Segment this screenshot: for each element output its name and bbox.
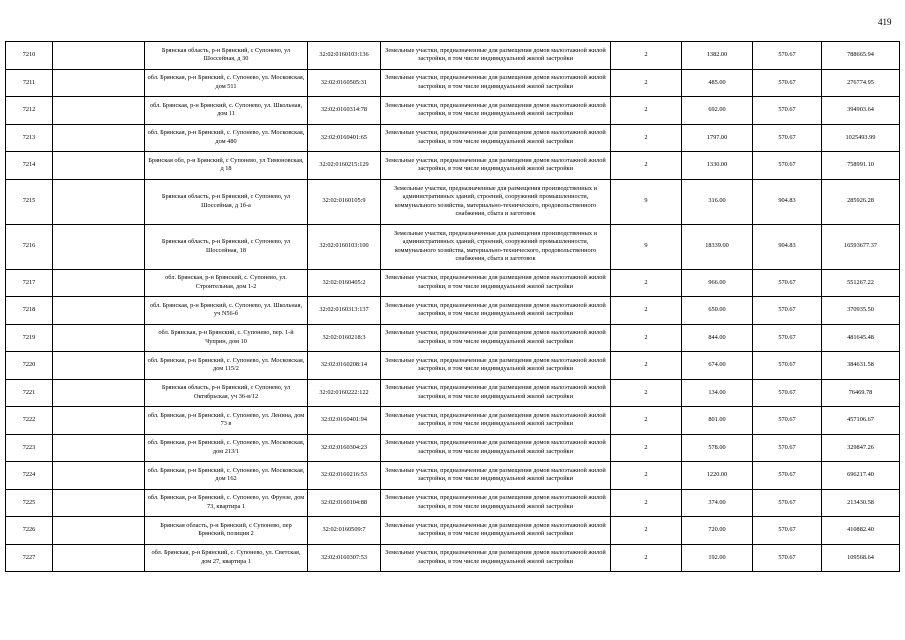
specific-value-cell: 904.83 [753, 224, 822, 269]
row-number-cell: 7227 [6, 544, 53, 572]
row-number-cell: 7223 [6, 434, 53, 462]
area-cell: 692.00 [682, 97, 753, 125]
cadastral-value-cell: 457106.67 [822, 407, 900, 435]
area-cell: 1330.00 [682, 152, 753, 180]
spacer-cell [53, 269, 145, 297]
cadastral-value-cell: 394903.64 [822, 97, 900, 125]
cadastral-number-cell: 32:02:0160208:14 [308, 352, 381, 380]
cadastral-value-cell: 329847.26 [822, 434, 900, 462]
specific-value-cell: 570.67 [753, 324, 822, 352]
table-row [6, 269, 900, 297]
table-row [6, 462, 900, 490]
land-use-cell: Земельные участки, предназначенные для размещения домов малоэтажной жилой застройки, в том числе индивидуальной жилой застройки [381, 434, 611, 462]
specific-value-cell: 570.67 [753, 124, 822, 152]
row-number-cell: 7210 [6, 42, 53, 70]
land-use-cell: Земельные участки, предназначенные для размещения домов малоэтажной жилой застройки, в том числе индивидуальной жилой застройки [381, 407, 611, 435]
cadastral-value-cell: 410882.40 [822, 517, 900, 545]
land-use-cell: Земельные участки, предназначенные для размещения домов малоэтажной жилой застройки, в том числе индивидуальной жилой застройки [381, 152, 611, 180]
group-cell: 2 [611, 379, 682, 407]
specific-value-cell: 570.67 [753, 42, 822, 70]
cadastral-value-cell: 551267.22 [822, 269, 900, 297]
group-cell: 2 [611, 352, 682, 380]
address-cell: Брянская обл, р-н Брянский, с Супонево, ул Тимоновская, д 18 [145, 152, 308, 180]
address-cell: обл. Брянская, р-н Брянский, с. Супонево, ул. Московская, дом 480 [145, 124, 308, 152]
address-cell: обл. Брянская, р-н Брянский, с. Супонево, ул. Светская, дом 27, квартира 1 [145, 544, 308, 572]
spacer-cell [53, 124, 145, 152]
cadastral-number-cell: 32:02:0160216:53 [308, 462, 381, 490]
cadastral-value-cell: 16593677.37 [822, 224, 900, 269]
cadastral-number-cell: 32:02:0160104:88 [308, 489, 381, 517]
table-row [6, 152, 900, 180]
land-use-cell: Земельные участки, предназначенные для размещения домов малоэтажной жилой застройки, в том числе индивидуальной жилой застройки [381, 269, 611, 297]
group-cell: 2 [611, 152, 682, 180]
table-row [6, 407, 900, 435]
table-row [6, 324, 900, 352]
spacer-cell [53, 489, 145, 517]
spacer-cell [53, 517, 145, 545]
area-cell: 374.00 [682, 489, 753, 517]
address-cell: обл. Брянская, р-н Брянский, с. Супонево, ул. Ленина, дом 73 в [145, 407, 308, 435]
cadastral-value-cell: 1025493.99 [822, 124, 900, 152]
group-cell: 2 [611, 269, 682, 297]
specific-value-cell: 904.83 [753, 179, 822, 224]
table-row [6, 224, 900, 269]
table-row [6, 434, 900, 462]
table-row [6, 297, 900, 325]
cadastral-number-cell: 32:02:0160505:31 [308, 69, 381, 97]
spacer-cell [53, 297, 145, 325]
spacer-cell [53, 324, 145, 352]
group-cell: 2 [611, 69, 682, 97]
cadastral-number-cell: 32:02:0160509:7 [308, 517, 381, 545]
table-row [6, 97, 900, 125]
spacer-cell [53, 224, 145, 269]
specific-value-cell: 570.67 [753, 407, 822, 435]
table-row [6, 124, 900, 152]
area-cell: 316.00 [682, 179, 753, 224]
area-cell: 134.00 [682, 379, 753, 407]
cadastral-number-cell: 32:02:0160215:129 [308, 152, 381, 180]
row-number-cell: 7215 [6, 179, 53, 224]
land-use-cell: Земельные участки, предназначенные для размещения производственных и административных зданий, строений, сооружений промышленности, коммунального хозяйства, материально-технического, продовольственного снабжения, сбыта и заготовок [381, 179, 611, 224]
specific-value-cell: 570.67 [753, 152, 822, 180]
row-number-cell: 7219 [6, 324, 53, 352]
table-row [6, 517, 900, 545]
land-use-cell: Земельные участки, предназначенные для размещения домов малоэтажной жилой застройки, в том числе индивидуальной жилой застройки [381, 124, 611, 152]
area-cell: 1382.00 [682, 42, 753, 70]
cadastral-value-cell: 213430.58 [822, 489, 900, 517]
row-number-cell: 7226 [6, 517, 53, 545]
specific-value-cell: 570.67 [753, 352, 822, 380]
cadastral-value-table [5, 41, 900, 572]
group-cell: 2 [611, 489, 682, 517]
spacer-cell [53, 152, 145, 180]
spacer-cell [53, 434, 145, 462]
cadastral-value-cell: 696217.40 [822, 462, 900, 490]
specific-value-cell: 570.67 [753, 69, 822, 97]
address-cell: Брянская область, р-н Брянский, с Супонево, ул Шоссейная, д 1б-а [145, 179, 308, 224]
group-cell: 2 [611, 407, 682, 435]
address-cell: обл. Брянская, р-н Брянский, с. Супонево, ул. Школьная, уч N56-б [145, 297, 308, 325]
spacer-cell [53, 462, 145, 490]
area-cell: 485.00 [682, 69, 753, 97]
land-use-cell: Земельные участки, предназначенные для размещения домов малоэтажной жилой застройки, в том числе индивидуальной жилой застройки [381, 297, 611, 325]
land-use-cell: Земельные участки, предназначенные для размещения домов малоэтажной жилой застройки, в том числе индивидуальной жилой застройки [381, 489, 611, 517]
group-cell: 2 [611, 124, 682, 152]
spacer-cell [53, 544, 145, 572]
land-use-cell: Земельные участки, предназначенные для размещения домов малоэтажной жилой застройки, в том числе индивидуальной жилой застройки [381, 544, 611, 572]
group-cell: 2 [611, 462, 682, 490]
cadastral-value-cell: 109568.64 [822, 544, 900, 572]
address-cell: Брянская область, р-н Брянский, с Супонево, ул Шоссейная, д 30 [145, 42, 308, 70]
group-cell: 2 [611, 97, 682, 125]
land-use-cell: Земельные участки, предназначенные для размещения домов малоэтажной жилой застройки, в том числе индивидуальной жилой застройки [381, 379, 611, 407]
row-number-cell: 7225 [6, 489, 53, 517]
area-cell: 18339.00 [682, 224, 753, 269]
cadastral-value-cell: 481645.48 [822, 324, 900, 352]
area-cell: 192.00 [682, 544, 753, 572]
cadastral-number-cell: 32:02:0160405:2 [308, 269, 381, 297]
specific-value-cell: 570.67 [753, 434, 822, 462]
land-use-cell: Земельные участки, предназначенные для размещения домов малоэтажной жилой застройки, в том числе индивидуальной жилой застройки [381, 97, 611, 125]
address-cell: обл. Брянская, р-н Брянский, с. Супонево, ул. Московская, дом 213/1 [145, 434, 308, 462]
table-row [6, 379, 900, 407]
row-number-cell: 7221 [6, 379, 53, 407]
spacer-cell [53, 379, 145, 407]
land-use-cell: Земельные участки, предназначенные для размещения домов малоэтажной жилой застройки, в том числе индивидуальной жилой застройки [381, 352, 611, 380]
spacer-cell [53, 69, 145, 97]
specific-value-cell: 570.67 [753, 489, 822, 517]
row-number-cell: 7222 [6, 407, 53, 435]
specific-value-cell: 570.67 [753, 462, 822, 490]
group-cell: 9 [611, 224, 682, 269]
cadastral-value-cell: 384631.58 [822, 352, 900, 380]
cadastral-number-cell: 32:02:0160304:23 [308, 434, 381, 462]
area-cell: 844.00 [682, 324, 753, 352]
cadastral-number-cell: 32:02:0160314:78 [308, 97, 381, 125]
table-row [6, 42, 900, 70]
row-number-cell: 7216 [6, 224, 53, 269]
land-use-cell: Земельные участки, предназначенные для размещения домов малоэтажной жилой застройки, в том числе индивидуальной жилой застройки [381, 69, 611, 97]
cadastral-number-cell: 32:02:0160103:136 [308, 42, 381, 70]
table-row [6, 352, 900, 380]
specific-value-cell: 570.67 [753, 379, 822, 407]
cadastral-number-cell: 32:02:0160218:3 [308, 324, 381, 352]
address-cell: обл. Брянская, р-н Брянский, с. Супонево, ул. Фрунзе, дом 73, квартира 1 [145, 489, 308, 517]
address-cell: обл. Брянская, р-н Брянский, с. Супонево, пер. 1-й Чуприн, дом 10 [145, 324, 308, 352]
address-cell: обл. Брянская, р-н Брянский, с. Супонево, ул. Московская, дом 115/2 [145, 352, 308, 380]
table-row [6, 544, 900, 572]
page-number: 419 [878, 17, 892, 27]
table-row [6, 489, 900, 517]
table-row [6, 69, 900, 97]
specific-value-cell: 570.67 [753, 269, 822, 297]
spacer-cell [53, 352, 145, 380]
row-number-cell: 7213 [6, 124, 53, 152]
specific-value-cell: 570.67 [753, 544, 822, 572]
cadastral-value-cell: 76469.78 [822, 379, 900, 407]
area-cell: 966.00 [682, 269, 753, 297]
address-cell: обл. Брянская, р-н Брянский, с. Супонево, ул. Московская, дом 162 [145, 462, 308, 490]
cadastral-value-cell: 370935.50 [822, 297, 900, 325]
group-cell: 9 [611, 179, 682, 224]
address-cell: обл. Брянская, р-н Брянский, с. Супонево, ул. Школьная, дом 11 [145, 97, 308, 125]
group-cell: 2 [611, 517, 682, 545]
area-cell: 650.00 [682, 297, 753, 325]
specific-value-cell: 570.67 [753, 517, 822, 545]
cadastral-number-cell: 32:02:0160105:9 [308, 179, 381, 224]
group-cell: 2 [611, 544, 682, 572]
address-cell: Брянская область, р-н Брянский, с Супонево, ул Шоссейная, 18 [145, 224, 308, 269]
area-cell: 1220.00 [682, 462, 753, 490]
row-number-cell: 7214 [6, 152, 53, 180]
spacer-cell [53, 97, 145, 125]
spacer-cell [53, 407, 145, 435]
group-cell: 2 [611, 297, 682, 325]
address-cell: обл. Брянская, р-н Брянский, с. Супонево, ул. Строительная, дом 1-2 [145, 269, 308, 297]
spacer-cell [53, 179, 145, 224]
cadastral-number-cell: 32:02:0160313:137 [308, 297, 381, 325]
row-number-cell: 7212 [6, 97, 53, 125]
group-cell: 2 [611, 42, 682, 70]
cadastral-value-cell: 285926.28 [822, 179, 900, 224]
cadastral-number-cell: 32:02:0160401:94 [308, 407, 381, 435]
cadastral-value-cell: 788665.94 [822, 42, 900, 70]
spacer-cell [53, 42, 145, 70]
specific-value-cell: 570.67 [753, 297, 822, 325]
land-use-cell: Земельные участки, предназначенные для размещения домов малоэтажной жилой застройки, в том числе индивидуальной жилой застройки [381, 462, 611, 490]
area-cell: 578.00 [682, 434, 753, 462]
address-cell: Брянская область, р-н Брянский, с Супонево, ул Октябрьская, уч 36-в/12 [145, 379, 308, 407]
row-number-cell: 7217 [6, 269, 53, 297]
specific-value-cell: 570.67 [753, 97, 822, 125]
cadastral-number-cell: 32:02:0160222:122 [308, 379, 381, 407]
cadastral-number-cell: 32:02:0160401:65 [308, 124, 381, 152]
table-row [6, 179, 900, 224]
area-cell: 1797.00 [682, 124, 753, 152]
row-number-cell: 7224 [6, 462, 53, 490]
row-number-cell: 7211 [6, 69, 53, 97]
cadastral-number-cell: 32:02:0160103:100 [308, 224, 381, 269]
land-use-cell: Земельные участки, предназначенные для размещения домов малоэтажной жилой застройки, в том числе индивидуальной жилой застройки [381, 324, 611, 352]
address-cell: обл. Брянская, р-н Брянский, с. Супонево, ул. Московская, дом 511 [145, 69, 308, 97]
group-cell: 2 [611, 434, 682, 462]
cadastral-value-cell: 276774.95 [822, 69, 900, 97]
land-use-cell: Земельные участки, предназначенные для размещения домов малоэтажной жилой застройки, в том числе индивидуальной жилой застройки [381, 517, 611, 545]
address-cell: Брянская область, р-н Брянский, с Супонево, пер Брянский, позиция 2 [145, 517, 308, 545]
area-cell: 720.00 [682, 517, 753, 545]
cadastral-number-cell: 32:02:0160307:53 [308, 544, 381, 572]
row-number-cell: 7220 [6, 352, 53, 380]
land-use-cell: Земельные участки, предназначенные для размещения домов малоэтажной жилой застройки, в том числе индивидуальной жилой застройки [381, 42, 611, 70]
area-cell: 801.00 [682, 407, 753, 435]
land-use-cell: Земельные участки, предназначенные для размещения производственных и административных зданий, строений, сооружений промышленности, коммунального хозяйства, материально-технического, продовольственного снабжения, сбыта и заготовок [381, 224, 611, 269]
cadastral-value-cell: 758991.10 [822, 152, 900, 180]
row-number-cell: 7218 [6, 297, 53, 325]
area-cell: 674.00 [682, 352, 753, 380]
group-cell: 2 [611, 324, 682, 352]
